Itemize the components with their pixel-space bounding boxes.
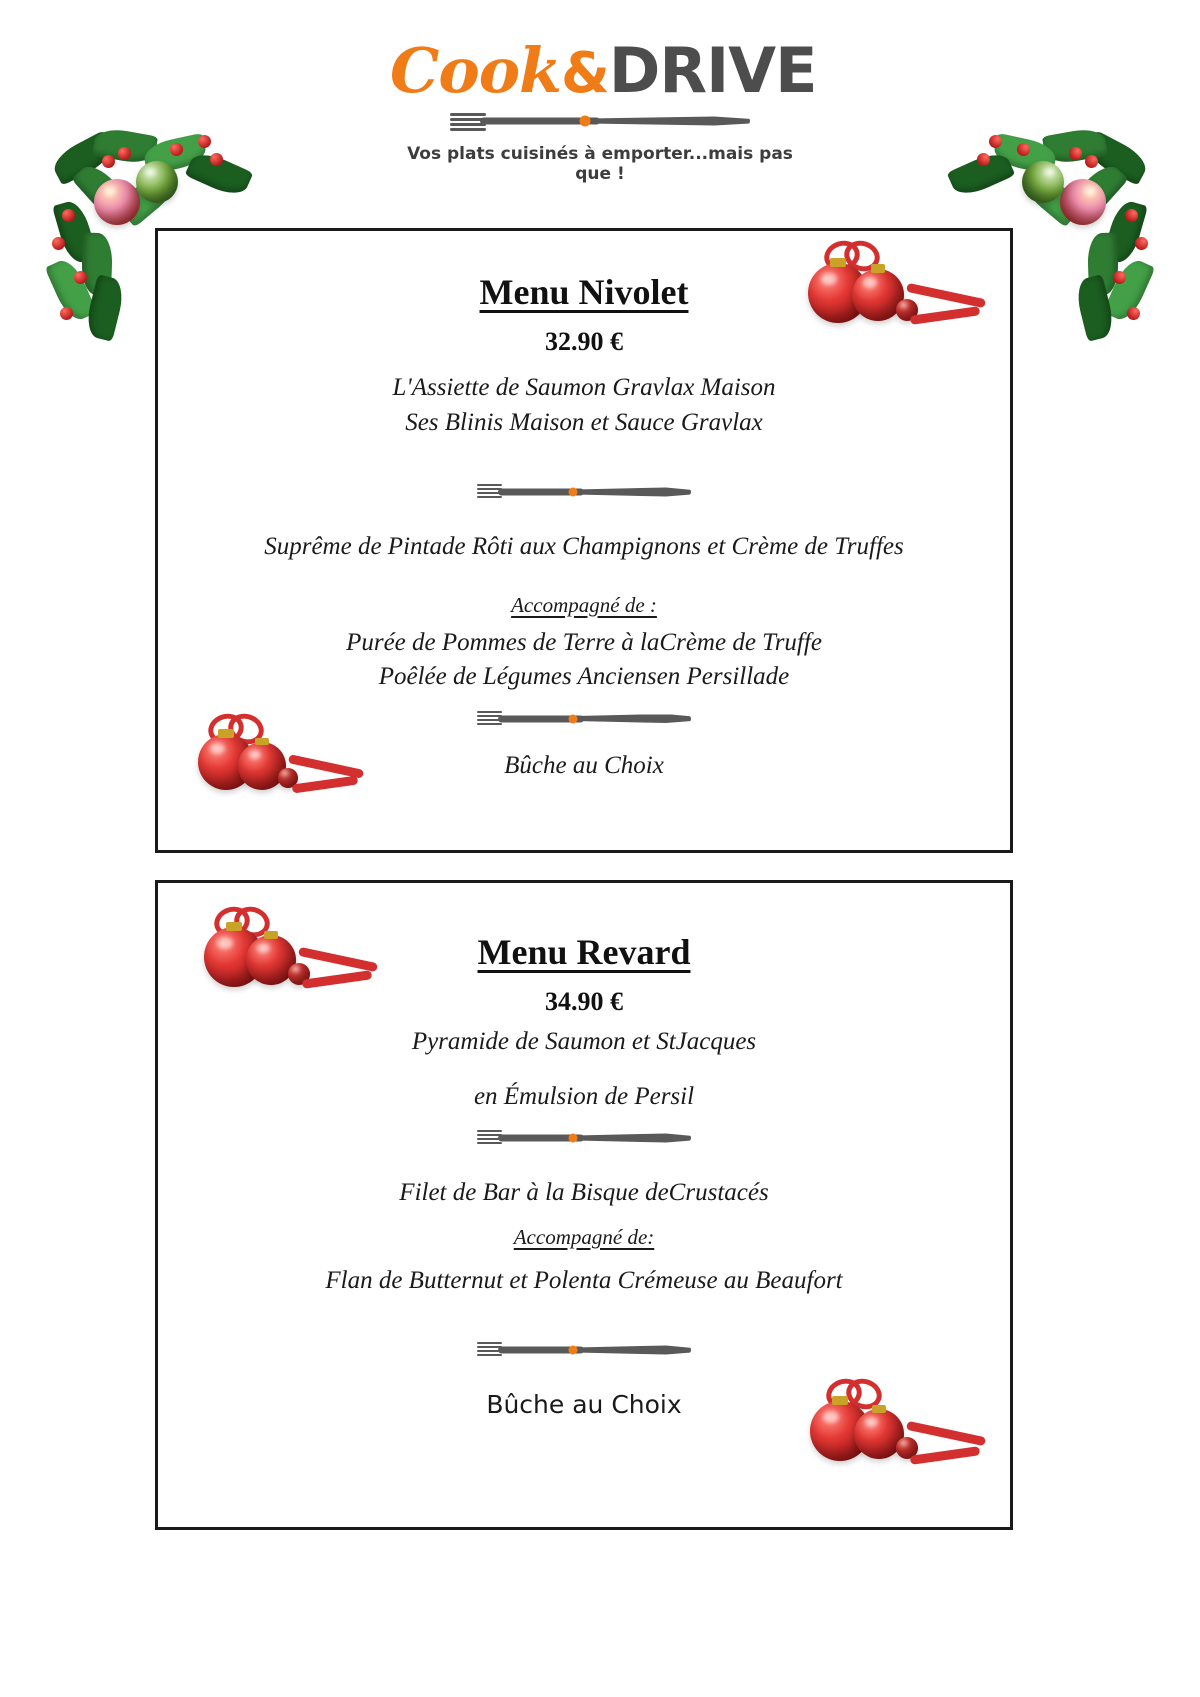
menu-card-revard [155, 880, 1013, 1530]
logo-wordmark [390, 34, 817, 107]
menu-starter-line-2: en Émulsion de Persil [473, 1082, 695, 1110]
knife-icon [575, 488, 691, 497]
fork-and-knife-icon [477, 1128, 692, 1148]
knife-icon [575, 1134, 691, 1143]
accent-dot-icon [569, 1134, 578, 1143]
christmas-bauble-icon-bottom-right [802, 1377, 1002, 1497]
menu-title: Menu Nivolet [479, 272, 689, 312]
menu-starter-line-1: L'Assiette de Saumon Gravlax Maison [392, 374, 776, 401]
menu-starter-line-2: Ses Blinis Maison et Sauce Gravlax [405, 408, 763, 436]
knife-icon [575, 714, 691, 723]
accent-dot-icon [569, 488, 578, 497]
fork-and-knife-icon [477, 1340, 692, 1360]
menu-side-label-text: Accompagné de: [513, 1224, 655, 1249]
fork-and-knife-icon [477, 709, 692, 729]
fork-and-knife-icon [477, 482, 692, 502]
logo-drive-text: DRIVE [608, 34, 817, 107]
menu-price: 34.90 € [545, 987, 623, 1016]
knife-icon [588, 117, 750, 126]
menu-side-label-text: Accompagné de : [511, 592, 657, 617]
accent-dot-icon [569, 714, 578, 723]
christmas-bauble-icon-bottom-left [194, 712, 394, 832]
menu-starter-line-1: Pyramide de Saumon et StJacques [411, 1028, 757, 1055]
menu-side-label [158, 1225, 1010, 1250]
brand-logo [390, 34, 817, 184]
logo-cook-text: Cook [390, 34, 562, 107]
menu-side-line-2: Poêlée de Légumes Anciensen Persillade [378, 663, 790, 690]
christmas-bauble-icon-top-right [800, 239, 1000, 359]
menu-side-line-1: Purée de Pommes de Terre à laCrème de Truffe [346, 628, 822, 656]
logo-ampersand: & [561, 41, 609, 106]
menu-price: 32.90 € [545, 327, 623, 356]
menu-side-line-1: Flan de Butternut et Polenta Crémeuse au Beaufort [325, 1266, 843, 1294]
menu-main-course: Suprême de Pintade Rôti aux Champignons et Crème de Truffes [264, 533, 904, 560]
accent-dot-icon [580, 116, 591, 127]
accent-dot-icon [569, 1346, 578, 1355]
menu-side-label [158, 593, 1010, 618]
menu-card-nivolet [155, 228, 1013, 853]
menu-title: Menu Revard [477, 932, 691, 972]
menu-main-course: Filet de Bar à la Bisque deCrustacés [399, 1179, 769, 1206]
christmas-bauble-icon-top-left [200, 905, 400, 1025]
brand-tagline: Vos plats cuisinés à emporter...mais pas que ! [407, 144, 793, 184]
fork-and-knife-icon [450, 108, 750, 134]
menu-dessert: Bûche au Choix [486, 1390, 682, 1419]
page-header [0, 30, 1200, 210]
menu-dessert: Bûche au Choix [504, 751, 664, 779]
knife-icon [575, 1346, 691, 1355]
